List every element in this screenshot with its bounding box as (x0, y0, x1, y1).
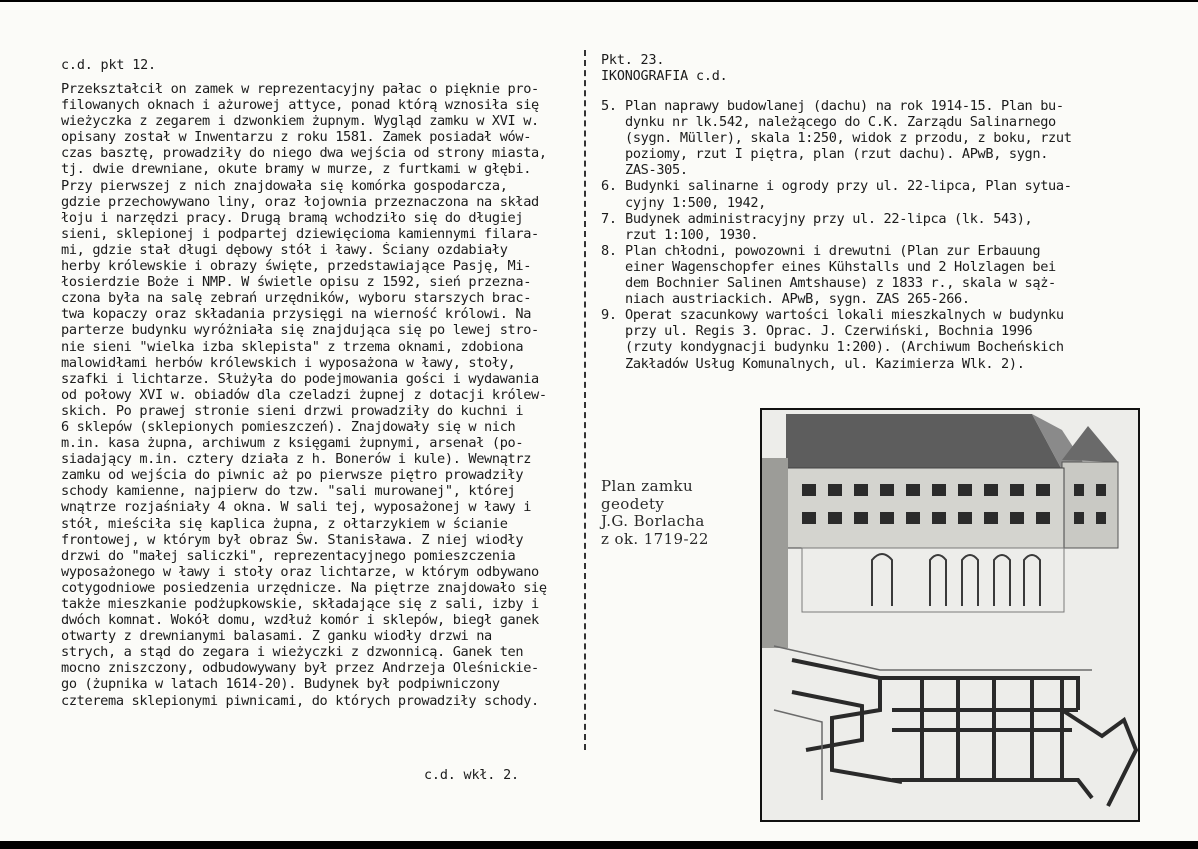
text-line: tj. dwie drewniane, okute bramy w murze, z furtkami w głębi. (61, 161, 532, 178)
text-line: 6 sklepów (sklepionych pomieszczeń). Znajdowały się w nich (61, 418, 516, 435)
text-line: skich. Po prawej stronie sieni drzwi prowadziły do kuchni i (61, 402, 524, 419)
list-item-number: 5. (601, 98, 617, 114)
right-section-number: Pkt. 23. (601, 53, 665, 68)
text-line: mocno zniszczony, odbudowywany był przez Andrzeja Oleśnickie- (61, 660, 539, 677)
text-line: zamku od wejścia do piwnic aż po pierwsze piętro prowadziły (61, 467, 524, 484)
text-line: Zakładów Usług Komunalnych, ul. Kazimierza Wlk. 2). (625, 355, 1025, 372)
caption-line: geodety (601, 494, 665, 513)
column-divider (584, 50, 586, 750)
caption-line: Plan zamku (601, 477, 694, 495)
text-line: poziomy, rzut I piętra, plan (rzut dachu). APwB, sygn. (625, 146, 1049, 163)
text-line: wieżyczka z zegarem i dzwonkiem żupnym. Wygląd zamku w XVI w. (61, 113, 539, 130)
continuation-note: c.d. wkł. 2. (424, 768, 519, 783)
text-line: przy ul. Regis 3. Oprac. J. Czerwiński, Bochnia 1996 (625, 323, 1033, 340)
text-line: Plan chłodni, powozowni i drewutni (Plan zur Erbauung (625, 242, 1041, 259)
text-line: łoju i narzędzi pracy. Drugą bramą wchodziło się do długiej (61, 209, 524, 226)
document-page (0, 2, 1198, 841)
figure-caption (601, 478, 709, 548)
list-item (601, 98, 1121, 178)
text-line: wnątrze rozjaśniały 4 okna. W sali tej, wyposażonej w ławy i (61, 499, 532, 516)
text-line: łosierdzie Boże i NMP. W świetle opisu z 1592, sień przezna- (61, 274, 532, 291)
text-line: dwóch komnat. Wokół domu, wzdłuż komór i sklepów, biegł ganek (61, 612, 539, 629)
text-line: wyposażonego w ławy i stoły oraz lichtarze, w którym odbywano (61, 563, 539, 580)
list-item-number: 7. (601, 210, 617, 227)
text-line: malowidłami herbów królewskich i wyposażona w ławy, stoły, (61, 354, 516, 371)
text-line: cotygodniowe posiedzenia urzędnicze. Na piętrze znajdowało się (61, 579, 547, 596)
castle-plan-photo (760, 408, 1140, 822)
list-item-number: 6. (601, 178, 617, 195)
text-line: twa kopaczy oraz składania przysięgi na wierność królowi. Na (61, 306, 532, 323)
text-line: czterema sklepionymi piwnicami, do których prowadziły schody. (61, 692, 539, 709)
text-line: także mieszkanie podżupkowskie, składające się z sali, izby i (61, 596, 539, 612)
text-line: dynku nr lk.542, należącego do C.K. Zarządu Salinarnego (625, 114, 1056, 131)
text-line: otwarty z drewnianymi balasami. Z ganku wiodły drzwi na (61, 628, 492, 645)
text-line: frontowej, w którym był obraz Św. Stanisława. Z niej wiodły (61, 531, 524, 548)
castle-plan-drawing (762, 410, 1138, 820)
text-line: niach austriackich. APwB, sygn. ZAS 265-266. (625, 291, 970, 308)
text-line: parterze budynku wyróżniała się znajdująca się po lewej stro- (61, 322, 539, 339)
text-line: strych, a stąd do zegara i wieżyczki z dzwonnicą. Ganek ten (61, 644, 524, 661)
text-line: schody kamienne, najpierw do tzw. "sali murowanej", której (61, 483, 516, 500)
left-text-column (61, 81, 591, 709)
text-line: szafki i lichtarze. Służyła do podejmowania gości i wydawania (61, 370, 539, 387)
text-line: rzut 1:100, 1930. (625, 226, 759, 243)
text-line: czona była na salę zebrań urzędników, wyboru starszych brac- (61, 290, 532, 307)
text-line: herby królewskie i obrazy święte, przedstawiające Pasję, Mi- (61, 258, 532, 275)
text-line: gdzie przechowywano liny, oraz łojownia przeznaczona na skład (61, 193, 539, 210)
iconography-list (601, 98, 1121, 372)
text-line: dem Bochnier Salinen Amtshause) z 1833 r., skala w sąż- (625, 275, 1056, 292)
text-line: (sygn. Müller), skala 1:250, widok z przodu, z boku, rzut (625, 130, 1072, 147)
text-line: einer Wagenschopfer eines Kühstalls und 2 Holzlagen bei (625, 258, 1056, 275)
list-item (601, 178, 1121, 210)
list-item-number: 9. (601, 307, 617, 324)
text-line: m.in. kasa żupna, archiwum z księgami żupnymi, arsenał (po- (61, 435, 524, 452)
left-page-heading: c.d. pkt 12. (61, 58, 156, 73)
caption-line: J.G. Borlacha (601, 512, 705, 530)
text-line: filowanych oknach i ażurowej attyce, ponad którą wznosiła się (61, 97, 539, 114)
right-section-title: IKONOGRAFIA c.d. (601, 69, 728, 84)
text-line: czas basztę, prowadziły do niego dwa wejścia od strony miasta, (61, 145, 547, 162)
text-line: go (żupnika w latach 1614-20). Budynek był podpiwniczony (61, 676, 500, 693)
text-line: siadający m.in. cztery działa z h. Bonerów i kule). Wewnątrz (61, 451, 532, 468)
text-line: Przy pierwszej z nich znajdowała się komórka gospodarcza, (61, 177, 508, 194)
list-item (601, 243, 1121, 307)
text-line: Budynki salinarne i ogrody przy ul. 22-lipca, Plan sytua- (625, 178, 1072, 195)
list-item (601, 211, 1121, 243)
text-line: stół, mieściła się kaplica żupna, z ołtarzykiem w ścianie (61, 515, 508, 532)
text-line: Budynek administracyjny przy ul. 22-lipca (lk. 543), (625, 210, 1033, 227)
text-line: drzwi do "małej saliczki", reprezentacyjnego pomieszczenia (61, 547, 516, 564)
caption-line: z ok. 1719-22 (601, 529, 709, 548)
text-line: sieni, sklepionej i podpartej dziewięcioma kamiennymi filara- (61, 225, 539, 242)
text-line: (rzuty kondygnacji budynku 1:200). (Archiwum Bocheńskich (625, 339, 1064, 356)
text-line: Operat szacunkowy wartości lokali mieszkalnych w budynku (625, 307, 1064, 324)
list-item (601, 307, 1121, 371)
list-item-number: 8. (601, 242, 617, 259)
text-line: od połowy XVI w. obiadów dla czeladzi żupnej z dotacji królew- (61, 386, 547, 403)
text-line: cyjny 1:500, 1942, (625, 194, 767, 211)
text-line: opisany został w Inwentarzu z roku 1581. Zamek posiadał wów- (61, 129, 532, 146)
text-line: nie sieni "wielka izba sklepista" z trzema oknami, zdobiona (61, 338, 524, 355)
text-line: Przekształcił on zamek w reprezentacyjny pałac o pięknie pro- (61, 81, 539, 97)
text-line: Plan naprawy budowlanej (dachu) na rok 1914-15. Plan bu- (625, 98, 1064, 114)
text-line: mi, gdzie stał długi dębowy stół i ławy. Ściany ozdabiały (61, 241, 508, 258)
text-line: ZAS-305. (625, 162, 688, 179)
